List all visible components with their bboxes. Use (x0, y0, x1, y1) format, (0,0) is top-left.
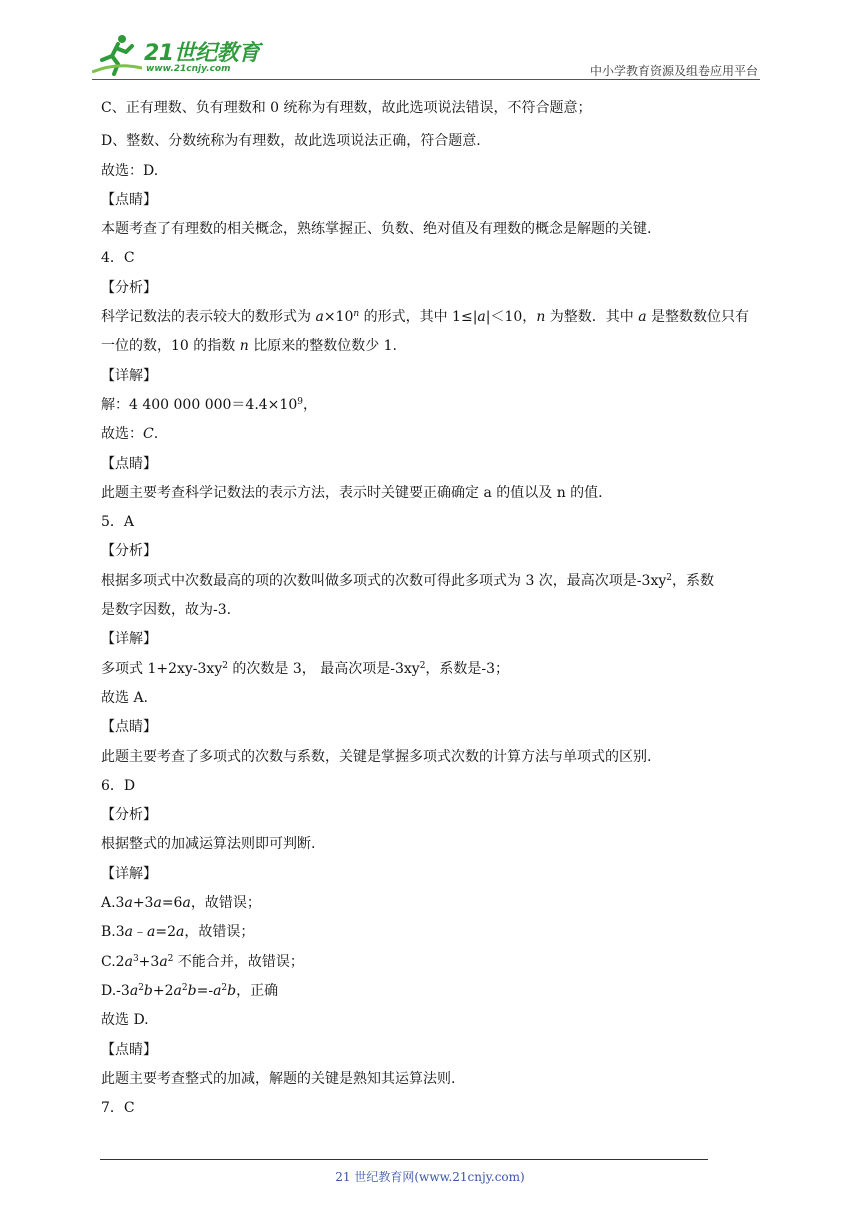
text-line: 解：4 400 000 $000=4.4\times 10^9$， (101, 396, 317, 413)
text-line: $D.-3a^2b+2a^2b=-a^2b$，正确 (101, 982, 279, 999)
footer-divider (100, 1159, 708, 1160)
site-logo (92, 30, 292, 80)
answer-heading: 6．D (101, 777, 136, 794)
logo-brand: 21世纪教育 (144, 41, 260, 66)
section-label: 【点睛】 (101, 1041, 157, 1058)
page-header (92, 30, 760, 82)
text-line: 根据整式的加减运算法则即可判断. (101, 836, 316, 853)
section-label: 【详解】 (101, 631, 157, 648)
platform-title: 中小学教育资源及组卷应用平台 (589, 64, 758, 78)
section-label: 【详解】 (101, 865, 157, 882)
answer-heading: 5．A (101, 514, 135, 531)
text-line: D、整数、分数统称为有理数，故此选项说法正确，符合题意. (101, 133, 481, 150)
text-line: 本题考查了有理数的相关概念，熟练掌握正、负数、绝对值及有理数的概念是解题的关键. (101, 221, 652, 238)
text-line: C、正有理数、负有理数和 0 统称为有理数，故此选项说法错误，不符合题意； (101, 100, 592, 116)
document-body (101, 98, 766, 1123)
text-line: 故选 D. (101, 1012, 149, 1029)
text-line: 一位的数，10 的指数 n 比原来的整数位数少 1. (101, 338, 398, 355)
text-line: 此题主要考查了多项式的次数与系数，关键是掌握多项式次数的计算方法与单项式的区别. (101, 748, 652, 765)
text-line: 多项式 $1+2xy-3xy^2$ 的次数是 3， 最高次项是$-3xy^2$，系数是-3； (101, 660, 510, 677)
section-label: 【分析】 (101, 543, 157, 560)
text-line: 科学记数法的表示较大的数形式为 $a\times 10^n$ 的形式，其中 1≤|a|＜10，n 为整数．其中 a 是整数数位只有 (101, 309, 750, 326)
text-line: 是数字因数，故为-3. (101, 602, 232, 619)
answer-heading: 4．C (101, 250, 135, 267)
text-line: 此题主要考查整式的加减，解题的关键是熟知其运算法则. (101, 1070, 456, 1087)
section-label: 【点睛】 (101, 191, 157, 208)
header-divider (92, 79, 760, 80)
text-line: 根据多项式中次数最高的项的次数叫做多项式的次数可得此多项式为 3 次，最高次项是$-3xy^2$，系数 (101, 572, 714, 589)
section-label: 【分析】 (101, 807, 157, 824)
footer-link[interactable]: 21 世纪教育网(www.21cnjy.com) (335, 1170, 525, 1184)
logo-url: www.21cnjy.com (146, 64, 231, 74)
text-line: 故选：C. (101, 426, 159, 443)
section-label: 【分析】 (101, 279, 157, 296)
text-line: B.3a﹣a=2a，故错误； (101, 924, 255, 941)
section-label: 【点睛】 (101, 455, 157, 472)
runner-logo-icon (92, 32, 142, 76)
text-line: 故选 A. (101, 689, 149, 706)
section-label: 【详解】 (101, 367, 157, 384)
answer-heading: 7．C (101, 1100, 135, 1117)
text-line: $C.2a^3+3a^2$ 不能合并，故错误； (101, 953, 304, 970)
section-label: 【点睛】 (101, 719, 157, 736)
text-line: 故选：D. (101, 162, 159, 179)
text-line: A.3a+3a=6a，故错误； (101, 895, 261, 912)
text-line: 此题主要考查科学记数法的表示方法，表示时关键要正确确定 a 的值以及 n 的值. (101, 484, 603, 501)
